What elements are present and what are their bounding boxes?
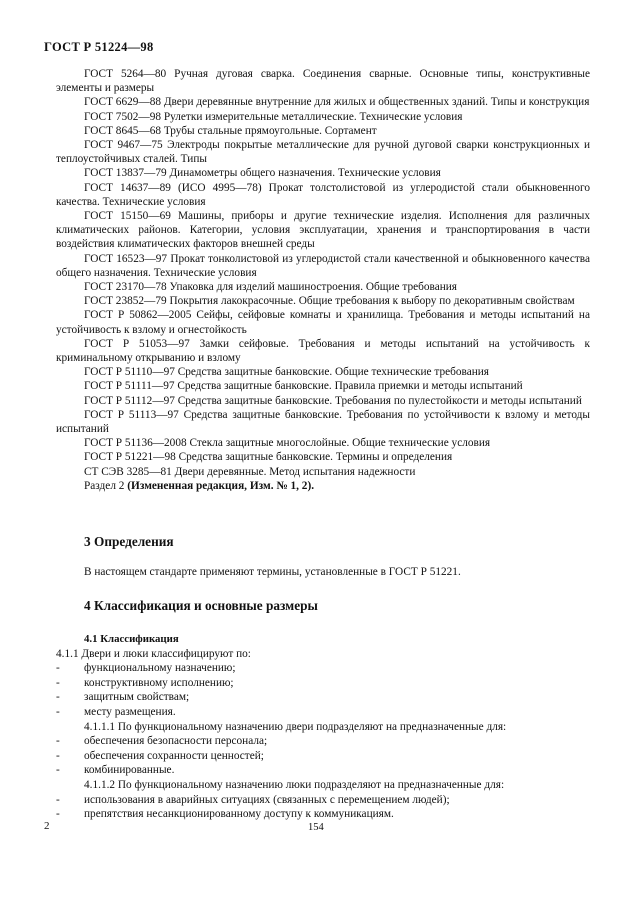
reference-item: ГОСТ 23852—79 Покрытия лакокрасочные. Общие требования к выбору по декоративным свойствам [84, 295, 575, 308]
reference-item: ГОСТ Р 51111—97 Средства защитные банковские. Правила приемки и методы испытаний [84, 380, 523, 393]
reference-item: ГОСТ 15150—69 Машины, приборы и другие технические изделия. Исполнения для различных климатических районов. Категории, условия эксплуатации, хранения и транспортирования в части воздействия климатических факторов внешней среды [56, 210, 590, 251]
list-item: - препятствия несанкционированному доступу к коммуникациям. [56, 808, 394, 821]
reference-item: ГОСТ Р 51221—98 Средства защитные банковские. Термины и определения [84, 451, 453, 464]
reference-item: ГОСТ Р 51110—97 Средства защитные банковские. Общие технические требования [84, 366, 489, 379]
document-header: ГОСТ Р 51224—98 [44, 40, 154, 54]
clause-4-1-1: 4.1.1 Двери и люки классифицируют по: [56, 647, 251, 660]
reference-item: ГОСТ 6629—88 Двери деревянные внутренние для жилых и общественных зданий. Типы и конструкция [84, 96, 590, 109]
section-3-heading: 3 Определения [84, 534, 174, 549]
section-3-text: В настоящем стандарте применяют термины, установленные в ГОСТ Р 51221. [84, 566, 461, 578]
reference-item: ГОСТ 13837—79 Динамометры общего назначения. Технические условия [84, 167, 441, 180]
reference-item: ГОСТ 7502—98 Рулетки измерительные металлические. Технические условия [84, 110, 463, 123]
reference-item: ГОСТ 5264—80 Ручная дуговая сварка. Соединения сварные. Основные типы, конструктивные элементы и размеры [56, 68, 590, 95]
list-item: - комбинированные. [56, 764, 175, 777]
reference-item: ГОСТ Р 51112—97 Средства защитные банковские. Требования по пулестойкости и методы испытаний [84, 394, 582, 407]
section-4-heading: 4 Классификация и основные размеры [84, 598, 318, 613]
section-3-body [56, 565, 590, 580]
reference-item: ГОСТ 16523—97 Прокат тонколистовой из углеродистой стали качественной и обыкновенного качества общего назначения. Технические условия [56, 252, 590, 279]
list-item: - защитным свойствам; [56, 691, 190, 704]
amendment-note [56, 479, 590, 493]
amendment-bold: (Измененная редакция, Изм. № 1, 2). [127, 479, 315, 492]
page-number-center: 154 [308, 822, 324, 833]
reference-item: ГОСТ Р 50862—2005 Сейфы, сейфовые комнаты и хранилища. Требования и методы испытаний на устойчивость к взлому и огнестойкость [56, 309, 590, 336]
reference-item: ГОСТ 8645—68 Трубы стальные прямоугольные. Сортамент [84, 124, 377, 137]
list-item: - обеспечения безопасности персонала; [56, 735, 268, 748]
amendment-prefix: Раздел 2 [84, 479, 128, 492]
reference-item: ГОСТ Р 51113—97 Средства защитные банковские. Требования по устойчивости к взлому и методы испытаний [56, 408, 590, 436]
reference-item: ГОСТ Р 51053—97 Замки сейфовые. Требования и методы испытаний на устойчивость к криминальному открыванию и взлому [56, 337, 590, 365]
clause-4-1-1-1: 4.1.1.1 По функциональному назначению двери подразделяют на предназначенные для: [84, 720, 507, 733]
clause-4-1-1-2: 4.1.1.2 По функциональному назначению люки подразделяют на предназначенные для: [84, 778, 505, 791]
reference-item: ГОСТ 9467—75 Электроды покрытые металлические для ручной дуговой сварки конструкционных и теплоустойчивых сталей. Типы [56, 139, 590, 166]
list-item: - использования в аварийных ситуациях (связанных с перемещением людей); [56, 793, 450, 806]
list-item: - месту размещения. [56, 705, 176, 718]
list-item: - конструктивному исполнению; [56, 676, 234, 689]
subsection-heading: 4.1 Классификация [84, 633, 179, 645]
list-item: - обеспечения сохранности ценностей; [56, 749, 264, 762]
normative-references-list [56, 67, 590, 493]
list-item: - функциональному назначению; [56, 662, 236, 675]
page-number-left: 2 [44, 820, 50, 832]
reference-item: ГОСТ 14637—89 (ИСО 4995—78) Прокат толстолистовой из углеродистой стали обыкновенного качества. Технические условия [56, 181, 590, 208]
reference-item: ГОСТ Р 51136—2008 Стекла защитные многослойные. Общие технические условия [84, 437, 491, 450]
section-4-body [56, 632, 590, 822]
reference-item: ГОСТ 23170—78 Упаковка для изделий машиностроения. Общие требования [84, 281, 457, 294]
reference-item: СТ СЭВ 3285—81 Двери деревянные. Метод испытания надежности [84, 465, 416, 478]
